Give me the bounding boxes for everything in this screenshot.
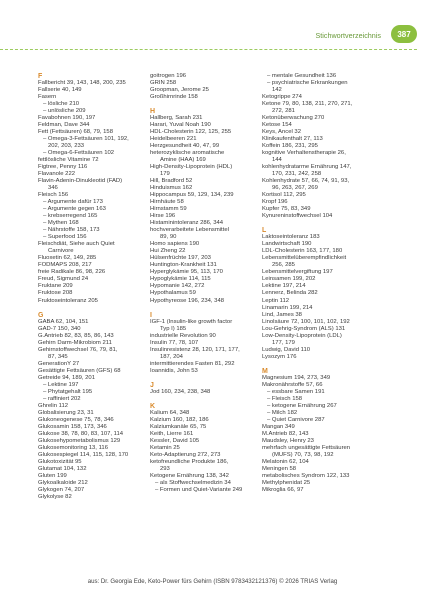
index-entry: Flavanole 222: [38, 171, 76, 178]
index-subentry: 170, 231, 242, 258: [272, 171, 322, 178]
index-subentry: – unlösliche 209: [43, 108, 86, 115]
index-entry: Lebensmittelvergiftung 197: [262, 269, 333, 276]
index-entry: kognitive Verhaltenstherapie 26,: [262, 150, 346, 157]
index-entry: Hypomanie 142, 272: [150, 283, 205, 290]
index-entry: Ketamin 25: [150, 444, 180, 451]
index-entry: Makronährstoffe 57, 66: [262, 381, 323, 388]
index-entry: Groopman, Jerome 25: [150, 87, 209, 94]
index-entry: Ketogrippe 274: [262, 94, 302, 101]
index-entry: Getreide 94, 189, 201: [38, 374, 95, 381]
header-rule: [0, 49, 417, 50]
index-entry: hochverarbeitete Lebensmittel: [150, 227, 229, 234]
index-entry: M.Antrieb 82, 143: [262, 430, 309, 437]
index-column-left: [38, 73, 156, 501]
index-entry: Glukosemonitoring 13, 116: [38, 444, 108, 451]
index-entry: Ludwig, David 110: [262, 346, 311, 353]
index-entry: Hinduismus 162: [150, 185, 193, 192]
index-entry: Laktoseintoleranz 183: [262, 234, 320, 241]
index-entry: ketofreundliche Produkte 186,: [150, 458, 229, 465]
index-entry: Hill, Bradford 52: [150, 178, 193, 185]
page-number-badge: 387: [391, 25, 417, 43]
index-entry: Hippocampus 59, 129, 134, 239: [150, 192, 234, 199]
index-subentry: 87, 345: [48, 353, 68, 360]
section-letter: J: [150, 381, 154, 389]
index-subentry: – Nährstoffe 158, 173: [43, 227, 100, 234]
index-entry: industrielle Revolution 90: [150, 332, 216, 339]
spacer: [150, 305, 268, 312]
index-subentry: – Milch 182: [267, 409, 298, 416]
index-entry: Fasern: [38, 94, 57, 101]
index-entry: Glukosespiegel 114, 115, 128, 170: [38, 451, 129, 458]
index-subentry: – lösliche 210: [43, 101, 80, 108]
index-subentry: – Quiet Carnivore 287: [267, 416, 325, 423]
section-letter: K: [150, 402, 156, 410]
index-entry: Hui Zheng 22: [150, 248, 186, 255]
index-entry: Huntington-Krankheit 131: [150, 262, 217, 269]
index-entry: Glukose 38, 78, 80, 83, 107, 114: [38, 430, 124, 437]
index-subentry: 346: [48, 185, 58, 192]
section-letter: L: [262, 227, 267, 235]
index-entry: Ketose 154: [262, 122, 292, 129]
index-entry: Favabohnen 190, 197: [38, 115, 96, 122]
index-entry: Gesättigte Fettsäuren (GFS) 68: [38, 367, 121, 374]
index-entry: Heidelbeeren 221: [150, 136, 197, 143]
index-entry: Koffein 186, 231, 295: [262, 143, 318, 150]
index-entry: Gluten 199: [38, 472, 67, 479]
spacer: [150, 375, 268, 382]
index-entry: Ghrelin 112: [38, 402, 69, 409]
index-entry: Kessler, David 105: [150, 437, 200, 444]
index-entry: Insulin 77, 78, 107: [150, 339, 199, 346]
index-entry: Methylphenidat 25: [262, 479, 311, 486]
index-entry: Flavin-Adenin-Dinukleotid (FAD): [38, 178, 123, 185]
index-entry: Kalium 64, 348: [150, 409, 190, 416]
index-entry: Kortisol 112, 295: [262, 192, 306, 199]
index-entry: freie Radikale 86, 98, 226: [38, 269, 106, 276]
index-subentry: – psychiatrische Erkrankungen: [267, 80, 348, 87]
index-entry: Melatonin 62, 104: [262, 458, 309, 465]
index-entry: GABA 62, 104, 151: [38, 318, 89, 325]
index-entry: Keto-Adaptierung 272, 273: [150, 451, 221, 458]
index-entry: LDL-Cholesterin 163, 177, 180: [262, 248, 343, 255]
spacer: [262, 361, 380, 368]
index-entry: High-Density-Lipoprotein (HDL): [150, 164, 233, 171]
index-subentry: 272, 281: [272, 108, 295, 115]
index-subentry: 179: [160, 171, 170, 178]
spacer: [38, 305, 156, 312]
index-entry: Hülsenfrüchte 197, 203: [150, 255, 211, 262]
index-entry: fettlösliche Vitamine 72: [38, 157, 99, 164]
index-column-middle: [150, 73, 268, 494]
index-entry: Lou-Gehrig-Syndrom (ALS) 131: [262, 325, 346, 332]
index-entry: Hirnstamm 59: [150, 206, 187, 213]
index-entry: Maudsley, Henry 23: [262, 437, 314, 444]
index-entry: Glykogen 74, 207: [38, 486, 85, 493]
index-entry: Keith, Lierre 161: [150, 430, 194, 437]
index-entry: Glukoneogenese 75, 78, 346: [38, 416, 114, 423]
index-entry: Lektine 197, 214: [262, 283, 306, 290]
index-entry: Mikroglia 66, 97: [262, 486, 304, 493]
index-subentry: – Omega-3-Fettsäuren 101, 192,: [43, 136, 129, 143]
index-subentry: – als Stoffwechselmedizin 34: [155, 479, 231, 486]
spacer: [150, 396, 268, 403]
index-subentry: 256, 285: [272, 262, 295, 269]
index-entry: Gehirnstoffwechsel 76, 79, 81,: [38, 346, 118, 353]
index-entry: Großhirnrinde 158: [150, 94, 198, 101]
index-entry: G.Antrieb 82, 83, 85, 86, 143: [38, 332, 114, 339]
index-entry: Jod 160, 234, 238, 348: [150, 388, 211, 395]
index-subentry: Carnivore: [48, 248, 74, 255]
index-subentry: – Argumente gegen 163: [43, 206, 106, 213]
index-entry: Glukotoxizität 95: [38, 458, 82, 465]
index-subentry: – Superfood 156: [43, 234, 87, 241]
index-subentry: 177, 179: [272, 339, 295, 346]
index-entry: Lennerz, Belinda 282: [262, 290, 318, 297]
index-entry: Gehirn Darm-Mikrobiom 211: [38, 339, 112, 346]
index-entry: Glykolyse 82: [38, 493, 72, 500]
index-entry: intermittierendes Fasten 81, 292: [150, 360, 235, 367]
index-entry: Fleischdiät, Siehe auch Quiet: [38, 241, 115, 248]
index-subentry: 89, 90: [160, 234, 177, 241]
index-entry: Kynureninstoffwechsel 104: [262, 213, 333, 220]
index-entry: IGF-1 (Insulin-like growth factor: [150, 318, 233, 325]
index-entry: metabolisches Syndrom 122, 133: [262, 472, 350, 479]
index-entry: Mangan 349: [262, 423, 295, 430]
index-subentry: – Mythen 168: [43, 220, 79, 227]
index-subentry: – Formen und Quiet-Variante 249: [155, 486, 243, 493]
index-entry: Ketogene Ernährung 138, 342: [150, 472, 229, 479]
index-entry: Histaminintoleranz 286, 344: [150, 220, 224, 227]
index-subentry: – ketogene Ernährung 267: [267, 402, 337, 409]
index-entry: heterozyklische aromatische: [150, 150, 225, 157]
index-entry: Hypothyreose 196, 234, 348: [150, 297, 225, 304]
index-subentry: – essbare Samen 191: [267, 388, 325, 395]
index-subentry: – Phytatgehalt 195: [43, 388, 93, 395]
index-entry: Fruktoseintoleranz 205: [38, 297, 98, 304]
index-entry: Freud, Sigmund 24: [38, 276, 89, 283]
index-subentry: – Argumente dafür 173: [43, 199, 103, 206]
index-subentry: 142: [272, 87, 282, 94]
index-subentry: Amine (HAA) 169: [160, 157, 206, 164]
index-subentry: – krebserregend 165: [43, 213, 98, 220]
index-entry: Kropf 196: [262, 199, 288, 206]
section-letter: H: [150, 108, 156, 116]
index-entry: Hypoglykämie 114, 115: [150, 276, 211, 283]
index-entry: GenerationY 27: [38, 360, 80, 367]
index-entry: Landwirtschaft 190: [262, 241, 312, 248]
index-entry: GRIN 258: [150, 80, 177, 87]
index-subentry: 187, 204: [160, 353, 183, 360]
index-entry: Meningen 58: [262, 465, 297, 472]
index-entry: Low-Density-Lipoprotein (LDL): [262, 332, 342, 339]
index-entry: HDL-Cholesterin 122, 125, 255: [150, 129, 232, 136]
index-entry: Klinikaufenthalt 27, 113: [262, 136, 323, 143]
index-entry: Fruktose 208: [38, 290, 73, 297]
index-entry: Magnesium 194, 273, 349: [262, 374, 331, 381]
index-subentry: (MUFS) 70, 73, 98, 192: [272, 451, 334, 458]
index-entry: Ioannidis, John 53: [150, 367, 198, 374]
index-entry: Lebensmittelüberempfindlichkeit: [262, 255, 347, 262]
index-entry: Fallserie 40, 149: [38, 87, 82, 94]
index-entry: Globalisierung 23, 31: [38, 409, 94, 416]
index-entry: kohlenhydratarme Ernährung 147,: [262, 164, 352, 171]
section-letter: F: [38, 73, 43, 80]
index-entry: Fruktane 209: [38, 283, 73, 290]
index-entry: Lysozym 176: [262, 353, 297, 360]
index-entry: Homo sapiens 190: [150, 241, 200, 248]
index-entry: GAD-7 150, 340: [38, 325, 81, 332]
index-subentry: – Lektine 197: [43, 381, 79, 388]
section-label: Stichwortverzeichnis: [315, 31, 381, 40]
index-entry: Ketonüberwachung 270: [262, 115, 325, 122]
index-entry: Fleisch 156: [38, 192, 69, 199]
index-entry: Kalziumkanäle 65, 75: [150, 423, 207, 430]
index-entry: Hypothalamus 59: [150, 290, 196, 297]
index-entry: Ketone 79, 80, 138, 211, 270, 271,: [262, 101, 353, 108]
index-entry: Figtree, Penny 116: [38, 164, 88, 171]
index-subentry: 144: [272, 157, 282, 164]
index-entry: Leptin 112: [262, 297, 290, 304]
index-entry: Kupfer 75, 83, 349: [262, 206, 311, 213]
index-entry: Linamarin 199, 214: [262, 304, 313, 311]
index-entry: mehrfach ungesättigte Fettsäuren: [262, 444, 351, 451]
index-entry: Fluoxetin 62, 149, 285: [38, 255, 97, 262]
index-entry: Linolsäure 72, 100, 101, 102, 192: [262, 318, 350, 325]
source-footer: aus: Dr. Georgia Ede, Keto-Power fürs Gehirn (ISBN 9783432121376) © 2026 TRIAS Verlag: [87, 578, 338, 585]
index-entry: Harari, Yuval Noah 190: [150, 122, 211, 129]
index-entry: Hirse 196: [150, 213, 176, 220]
index-entry: FODMAPS 208, 217: [38, 262, 92, 269]
index-entry: Glukosamin 158, 173, 346: [38, 423, 107, 430]
index-entry: Kalzium 160, 182, 186: [150, 416, 209, 423]
index-entry: Fallbericht 39, 143, 148, 200, 235: [38, 80, 126, 87]
index-entry: Glutamat 104, 132: [38, 465, 87, 472]
index-entry: Insulinresistenz 28, 120, 171, 177,: [150, 346, 240, 353]
index-entry: Hyperglykämie 95, 113, 170: [150, 269, 223, 276]
index-subentry: 202, 203, 233: [48, 143, 85, 150]
index-subentry: 96, 263, 267, 269: [272, 185, 318, 192]
index-entry: Leinsamen 199, 202: [262, 276, 316, 283]
index-entry: Hirnhäute 58: [150, 199, 184, 206]
index-subentry: 293: [160, 465, 170, 472]
section-letter: M: [262, 367, 268, 375]
index-entry: Feldman, Dave 344: [38, 122, 90, 129]
spacer: [262, 220, 380, 227]
index-subentry: – Fleisch 158: [267, 395, 303, 402]
index-entry: Lind, James 38: [262, 311, 302, 318]
index-entry: Glykoalkaloide 212: [38, 479, 88, 486]
index-subentry: – raffiniert 202: [43, 395, 81, 402]
index-entry: Glukosehypometabolismus 129: [38, 437, 121, 444]
index-entry: Keys, Ancel 32: [262, 129, 301, 136]
index-subentry: Typ I) 185: [160, 325, 187, 332]
index-column-right: [262, 73, 380, 494]
spacer: [150, 101, 268, 108]
index-entry: goitrogen 196: [150, 73, 187, 79]
index-entry: Fett (Fettsäuren) 68, 79, 158: [38, 129, 113, 136]
section-letter: I: [150, 311, 152, 319]
section-letter: G: [38, 311, 44, 319]
index-entry: Kohlenhydrate 57, 66, 74, 91, 93,: [262, 178, 350, 185]
index-entry: Herzgesundheit 40, 47, 99: [150, 143, 220, 150]
index-entry: Hallberg, Sarah 231: [150, 115, 203, 122]
index-subentry: – Omega-6-Fettsäuren 102: [43, 150, 115, 157]
index-subentry: – mentale Gesundheit 136: [267, 73, 337, 79]
